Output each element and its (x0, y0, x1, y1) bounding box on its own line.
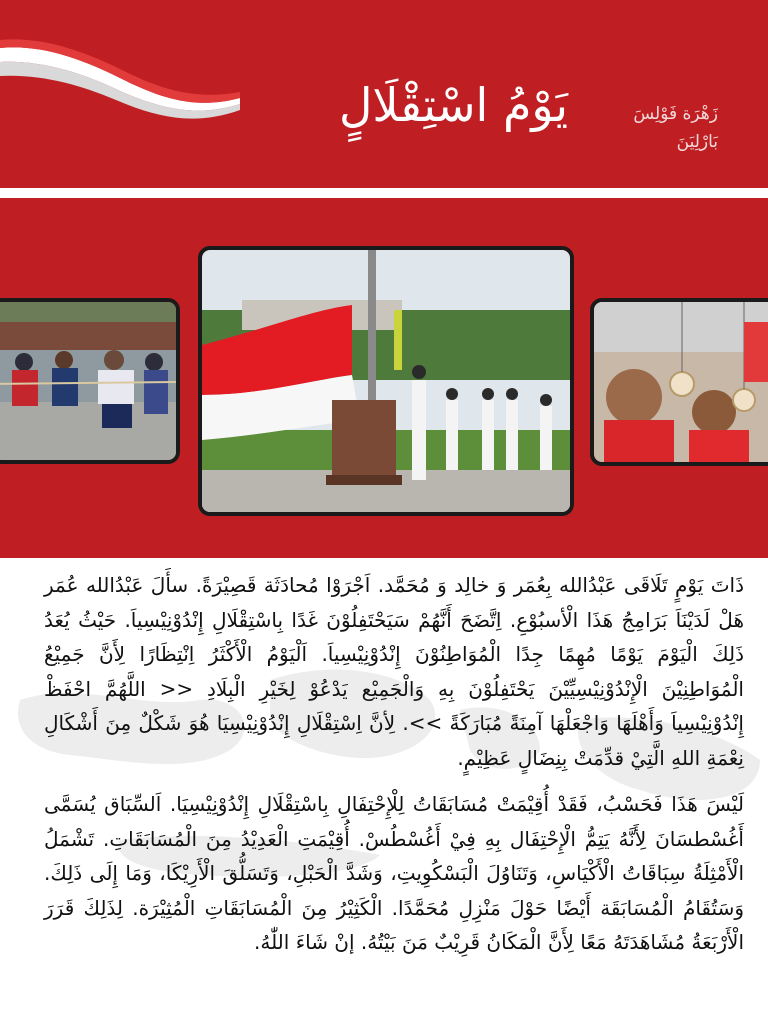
header-banner (0, 0, 768, 188)
paragraph-1: ذَاتَ يَوْمٍ تَلَاقَى عَبْدُالله بِعُمَر وَ خالِد وَ مُحَمَّد. اَجْرَوْا مُحادَثَة قَصِيْرَةً. سأَلَ عَبْدُالله عُمَر هَلْ لَدَيْنَاَ بَرَامِجُ هَذَا الْأسبُوْعِ. اِتَّضَحَ أَنَّهُمْ سَيَحْتَفِلُوْنَ غَدًا بِاسْتِقْلَالِ إِنْدُوْنِيْسِياَ. حَيْثُ يُعَدُ ذَلِكَ الْيَوْمَ يَوْمًا مُهِمًا جِدًا الْمُوَاطِنُوْنَ إِنْدُوْنِيْسِياَ. اَلْيَوْمُ الْأَكْثَرُ اِنْتِظَارًا لِأَنَّ جَمِيْعُ الْمُوَاطِنِيْنَ الْإِنْدُوْنِيْسِيِّيْنَ يَحْتَفِلُوْنَ بِهِ وَالْجَمِيْع يَدْعُوْ لِخَيْرِ الْبِلَادِ << اللَّهُمَّ احْفَظْ إِنْدُوْنِيْسِياَ وَأَهْلَهَا وَاجْعَلْهَا آمِنَةً مُبَارَكَةً >>. لِأنَّ اِسْتِقْلَالِ إِنْدُوْنِيْسِيَا هُوَ شَكْلٌ مِنَ أَشْكَالِ نِعْمَةِ اللهِ الَّتِيْ قدِّمَتْ بِنِضَالٍ عَظِيْمٍ. (44, 573, 744, 770)
cracker-eating-photo (590, 298, 768, 466)
flag-ceremony-photo (198, 246, 574, 516)
tug-of-war-photo (0, 298, 180, 464)
page-title: يَوْمُ اسْتِقْلَالٍ (338, 78, 568, 132)
author-line-2: بَارْلِيَنَ (676, 132, 718, 152)
flag-wave-icon (0, 0, 260, 130)
author-line-1: زَهْرَة فَوْلِسَ (633, 104, 718, 124)
author-name (633, 100, 718, 156)
paragraph-2: لَيْسَ هَذَا فَحَسْبُ، فَقَدْ أُقِيْمَتْ مُسَابَقَاتُ لِلْإِحْتِفَالِ بِاسْتِقْلَالِ إِنْدُوْنِيْسِيَا. اَلسِّبَاق يُسَمَّى أَغُسْطسَانَ لِأَنَّهُ يَتِمُّ الْإِحْتِفَال بِهِ فِيْ أَغُسْطُسْ. أُقِيْمَتِ الْعَدِيْدُ مِنَ الْمُسَابَقَاتِ. تَشْمَلُ الْأَمْثِلَةُ سِبَاقَاتُ الْأَكْيَاسِ، وَتَنَاوُلَ الْبَسْكُوِيتِ، وَشَدَّ الْحَبْلِ، وَتَسَلُّقَ الْأَرِيْكَا، وَمَا إِلَى ذَلِكَ. وَسَتُقَامُ الْمُسَابَقَة أَيْضًا حَوْلَ مَنْزِلِ مُحَمَّدًا. الْكَثِيْرُ مِنَ الْمُسَابَقَاتِ الْمُثِيْرَة. لِذَلِكَ قَرَرَ الْأَرْبَعَةُ مُشَاهَدَتَهُ مَعًا لِأَنَّ الْمَكَانُ قَرِيْبٌ مَنَ بَيْتُهُ. إنْ شَاءَ اللّٰهُ. (44, 792, 744, 954)
article-body (44, 568, 744, 972)
